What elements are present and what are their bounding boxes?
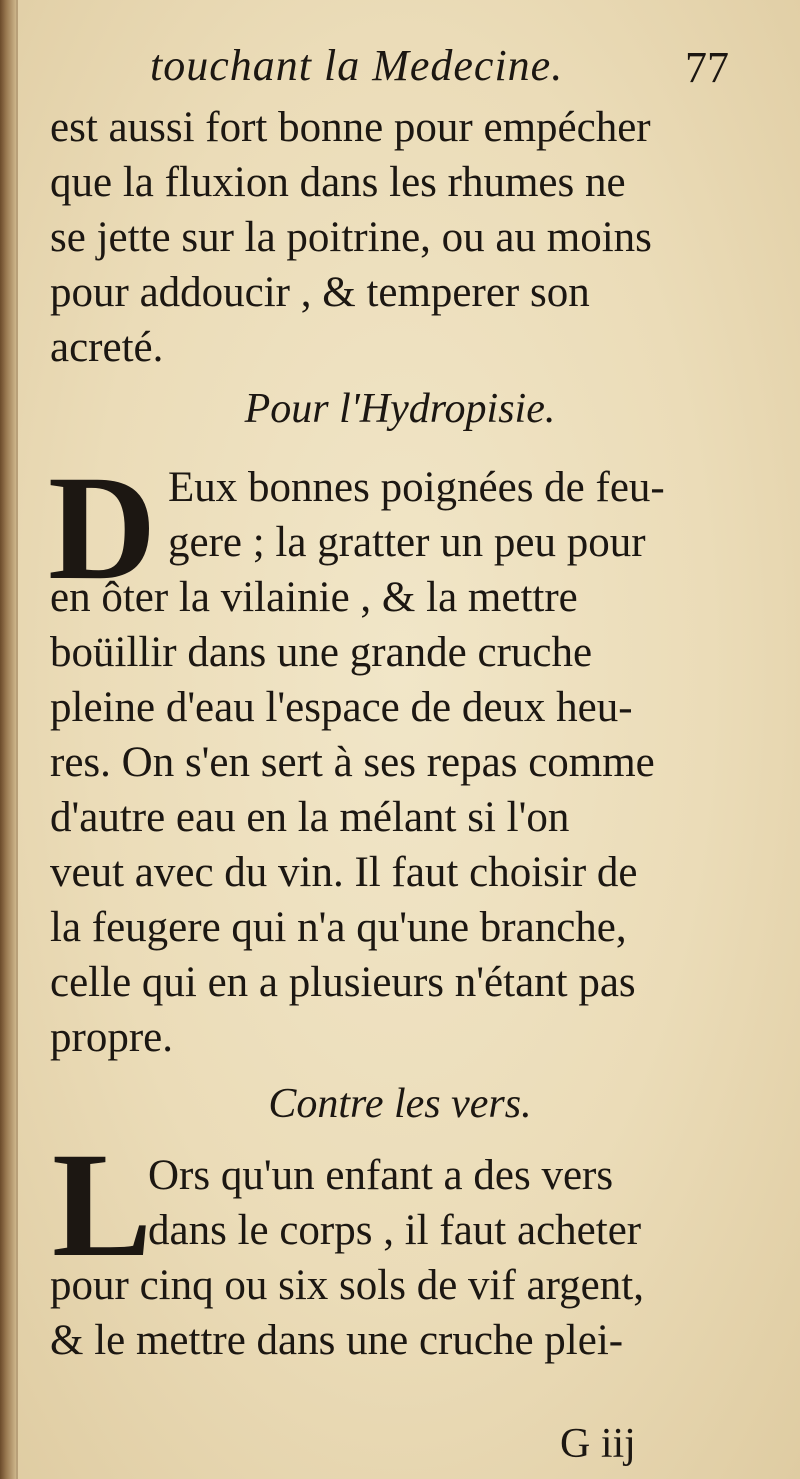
text-line: que la fluxion dans les rhumes ne [50, 159, 626, 206]
page-header [150, 40, 750, 100]
page-number: 77 [685, 43, 729, 92]
text-line: boüillir dans une grande cruche [50, 629, 593, 676]
text-line: dans le corps , il faut acheter [148, 1207, 642, 1254]
text-line: se jette sur la poitrine, ou au moins [50, 214, 652, 261]
text-line: pleine d'eau l'espace de deux heu- [50, 684, 633, 731]
text-line: la feugere qui n'a qu'une branche, [50, 904, 627, 951]
text-line: Ors qu'un enfant a des vers [148, 1152, 614, 1199]
text-line: & le mettre dans une cruche plei- [50, 1317, 624, 1364]
section-heading-vers: Contre les vers. [268, 1081, 532, 1127]
running-title: touchant la Medecine. [150, 41, 564, 90]
book-gutter [0, 0, 16, 1479]
drop-cap-l: L [52, 1122, 153, 1288]
signature-mark: G iij [560, 1421, 636, 1467]
text-line: veut avec du vin. Il faut choisir de [50, 849, 638, 896]
gutter-edge [16, 0, 18, 1479]
text-line: gere ; la gratter un peu pour [168, 519, 646, 566]
section-heading-hydropisie: Pour l'Hydropisie. [244, 386, 556, 432]
text-line: pour cinq ou six sols de vif argent, [50, 1262, 644, 1309]
text-line: propre. [50, 1014, 173, 1061]
text-line: celle qui en a plusieurs n'étant pas [50, 959, 636, 1006]
text-line: Eux bonnes poignées de feu- [168, 464, 665, 511]
text-line: acreté. [50, 324, 164, 371]
drop-cap-d: D [48, 445, 157, 611]
text-line: res. On s'en sert à ses repas comme [50, 739, 655, 786]
text-line: en ôter la vilainie , & la mettre [50, 574, 578, 621]
text-line: d'autre eau en la mélant si l'on [50, 794, 570, 841]
text-line: est aussi fort bonne pour empécher [50, 104, 651, 151]
text-line: pour addoucir , & temperer son [50, 269, 590, 316]
